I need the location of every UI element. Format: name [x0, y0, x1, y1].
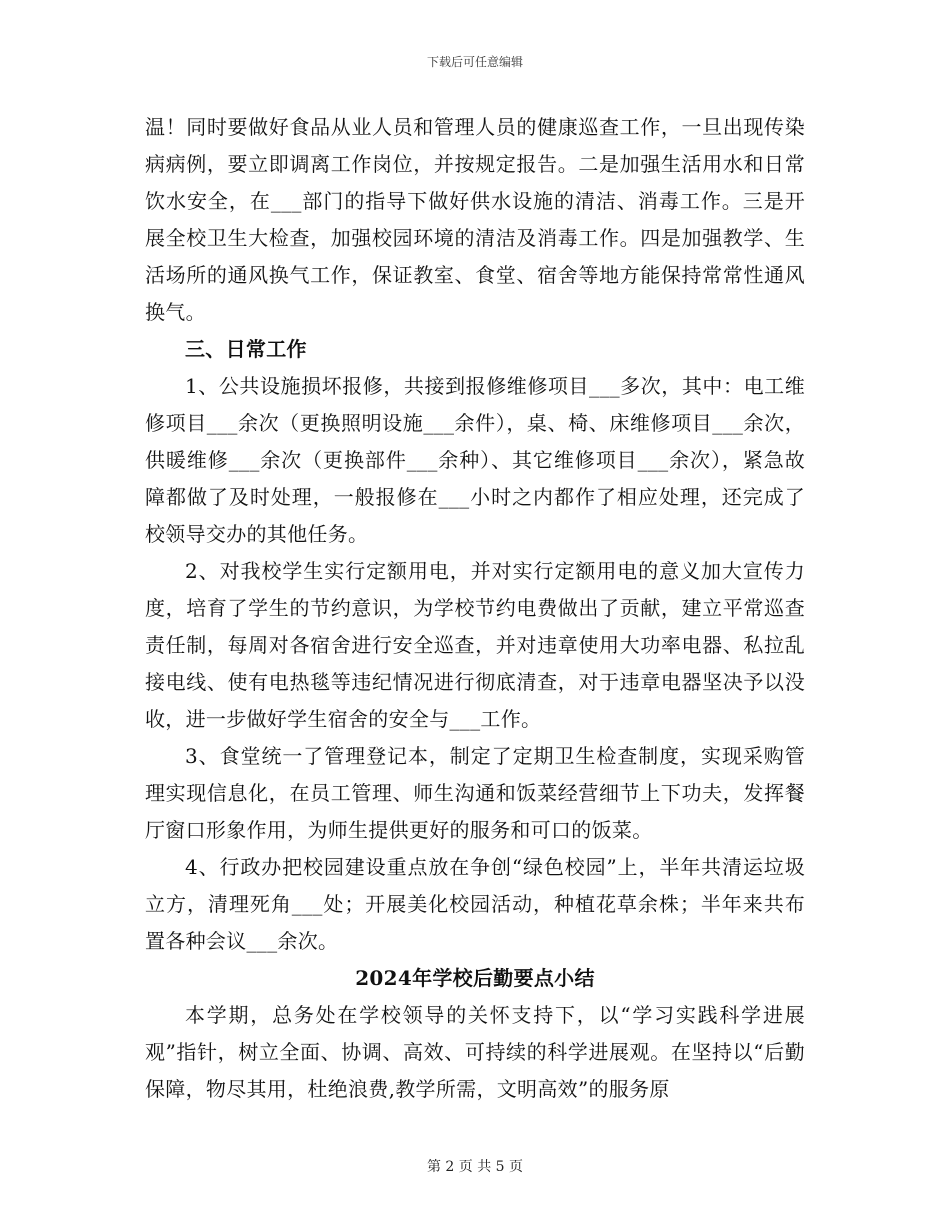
document-title: 2024年学校后勤要点小结: [355, 966, 595, 990]
page-footer: 第 2 页 共 5 页: [426, 1159, 524, 1175]
item-3-paragraph: 3、食堂统一了管理登记本，制定了定期卫生检查制度，实现采购管理实现信息化，在员工管理、师生沟通和饭菜经营细节上下功夫，发挥餐厅窗口形象作用，为师生提供更好的服务和可口的饭菜。: [145, 744, 805, 842]
section-heading: 三、日常工作: [185, 337, 307, 361]
item-2-paragraph: 2、对我校学生实行定额用电，并对实行定额用电的意义加大宣传力度，培育了学生的节约意识，为学校节约电费做出了贡献，建立平常巡查责任制，每周对各宿舍进行安全巡查，并对违章使用大功率电器、私拉乱接电线、使有电热毯等违纪情况进行彻底清查，对于违章电器坚决予以没收，进一步做好学生宿舍的安全与___工作。: [145, 559, 805, 731]
continuation-paragraph: 温！同时要做好食品从业人员和管理人员的健康巡查工作，一旦出现传染病病例，要立即调离工作岗位，并按规定报告。二是加强生活用水和日常饮水安全，在___部门的指导下做好供水设施的清洁、消毒工作。三是开展全校卫生大检查，加强校园环境的清洁及消毒工作。四是加强教学、生活场所的通风换气工作，保证教室、食堂、宿舍等地方能保持常常性通风换气。: [145, 115, 805, 324]
document-body: [145, 109, 805, 1108]
page-header: 下载后可任意编辑: [426, 55, 523, 69]
item-1-paragraph: 1、公共设施损坏报修，共接到报修维修项目___多次，其中：电工维修项目___余次（更换照明设施___余件），桌、椅、床维修项目___余次，供暖维修___余次（更换部件___余种）、其它维修项目___余次），紧急故障都做了及时处理，一般报修在___小时之内都作了相应处理，还完成了校领导交办的其他任务。: [145, 374, 805, 546]
item-4-paragraph: 4、行政办把校园建设重点放在争创“绿色校园”上，半年共清运垃圾立方，清理死角___处；开展美化校园活动，种植花草余株；半年来共布置各种会议___余次。: [145, 855, 805, 953]
intro-paragraph: 本学期，总务处在学校领导的关怀支持下，以“学习实践科学进展观”指针，树立全面、协调、高效、可持续的科学进展观。在坚持以“后勤保障，物尽其用，杜绝浪费,教学所需，文明高效”的服务原: [145, 1003, 805, 1101]
